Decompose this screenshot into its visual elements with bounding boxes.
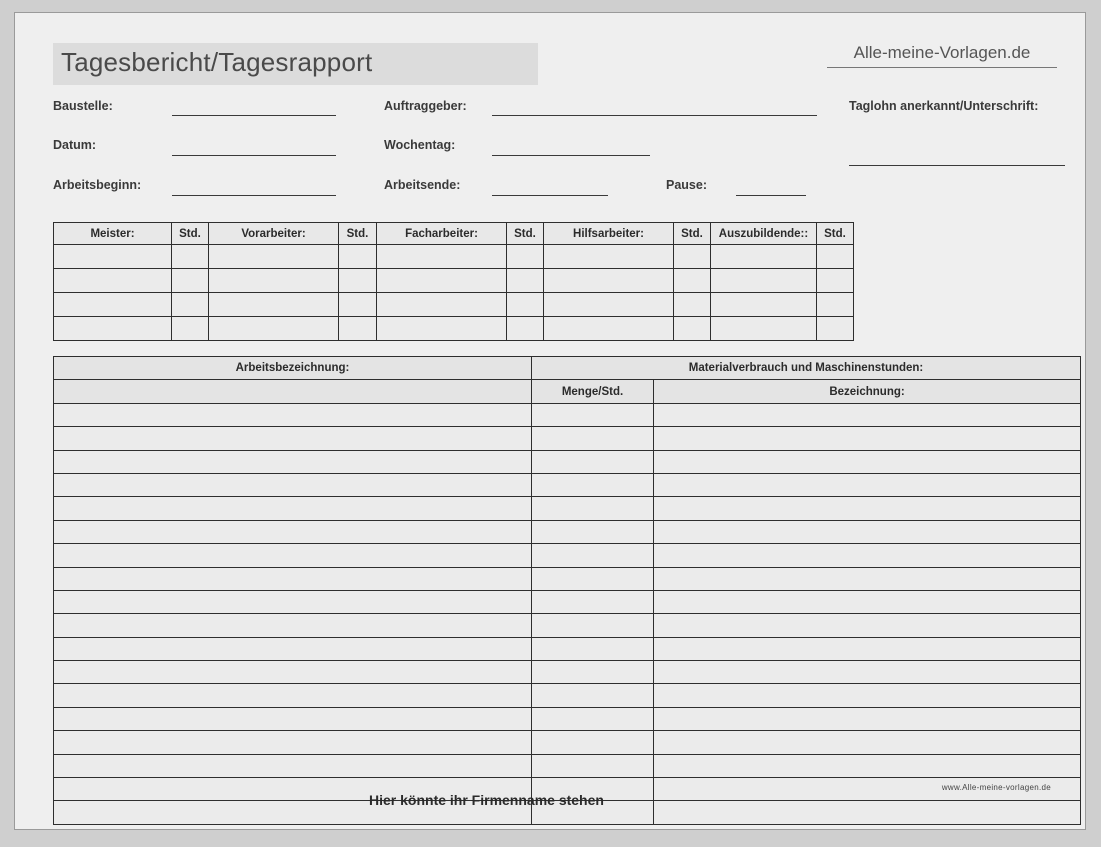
main-cell[interactable]	[54, 684, 532, 707]
crew-cell[interactable]	[711, 245, 817, 269]
crew-cell[interactable]	[674, 293, 711, 317]
crew-cell[interactable]	[377, 317, 507, 341]
crew-col-meister: Meister:	[54, 223, 172, 245]
main-cell[interactable]	[54, 614, 532, 637]
document-page	[14, 12, 1086, 830]
main-cell[interactable]	[654, 427, 1081, 450]
main-cell[interactable]	[654, 567, 1081, 590]
main-cell[interactable]	[54, 661, 532, 684]
crew-cell[interactable]	[54, 269, 172, 293]
crew-col-meister-std: Std.	[172, 223, 209, 245]
main-cell[interactable]	[54, 450, 532, 473]
main-cell[interactable]	[532, 450, 654, 473]
table-row	[54, 707, 1081, 730]
main-cell[interactable]	[654, 707, 1081, 730]
main-cell[interactable]	[654, 614, 1081, 637]
input-auftraggeber[interactable]	[492, 115, 817, 116]
crew-cell[interactable]	[507, 269, 544, 293]
main-table-body	[54, 403, 1081, 824]
crew-col-hilfsarbeiter-std: Std.	[674, 223, 711, 245]
crew-cell[interactable]	[172, 269, 209, 293]
main-table	[53, 356, 1081, 825]
input-wochentag[interactable]	[492, 155, 650, 156]
main-cell[interactable]	[532, 590, 654, 613]
table-row	[54, 427, 1081, 450]
table-row	[54, 450, 1081, 473]
crew-cell[interactable]	[674, 317, 711, 341]
table-row	[54, 567, 1081, 590]
table-row	[54, 520, 1081, 543]
table-row	[54, 637, 1081, 660]
input-baustelle[interactable]	[172, 115, 336, 116]
main-cell[interactable]	[54, 403, 532, 426]
crew-col-facharbeiter: Facharbeiter:	[377, 223, 507, 245]
main-cell[interactable]	[654, 403, 1081, 426]
crew-col-vorarbeiter: Vorarbeiter:	[209, 223, 339, 245]
crew-cell[interactable]	[209, 245, 339, 269]
main-cell[interactable]	[654, 473, 1081, 496]
main-cell[interactable]	[54, 520, 532, 543]
main-cell[interactable]	[532, 637, 654, 660]
crew-cell[interactable]	[339, 245, 377, 269]
label-arbeitsende: Arbeitsende:	[384, 178, 461, 192]
table-row	[54, 590, 1081, 613]
input-pause[interactable]	[736, 195, 806, 196]
main-cell[interactable]	[54, 707, 532, 730]
crew-cell[interactable]	[817, 245, 854, 269]
main-cell[interactable]	[54, 544, 532, 567]
crew-cell[interactable]	[674, 269, 711, 293]
main-cell[interactable]	[54, 497, 532, 520]
crew-cell[interactable]	[54, 245, 172, 269]
footer-company-placeholder: Hier könnte ihr Firmenname stehen	[369, 792, 604, 808]
crew-cell[interactable]	[817, 317, 854, 341]
crew-cell[interactable]	[54, 317, 172, 341]
main-cell[interactable]	[654, 450, 1081, 473]
table-row	[54, 497, 1081, 520]
main-cell[interactable]	[654, 590, 1081, 613]
main-cell[interactable]	[532, 473, 654, 496]
crew-table-body	[54, 245, 854, 341]
crew-cell[interactable]	[544, 317, 674, 341]
page-content	[39, 25, 1067, 821]
crew-cell[interactable]	[339, 317, 377, 341]
main-cell[interactable]	[54, 590, 532, 613]
label-wochentag: Wochentag:	[384, 138, 456, 152]
table-row	[54, 317, 854, 341]
main-table-sub-header-row	[54, 380, 1081, 403]
table-row	[54, 754, 1081, 777]
crew-cell[interactable]	[339, 269, 377, 293]
label-taglohn-unterschrift: Taglohn anerkannt/Unterschrift:	[849, 99, 1039, 113]
crew-cell[interactable]	[172, 245, 209, 269]
crew-col-facharbeiter-std: Std.	[507, 223, 544, 245]
main-cell[interactable]	[54, 637, 532, 660]
main-cell[interactable]	[532, 497, 654, 520]
main-cell[interactable]	[654, 661, 1081, 684]
crew-cell[interactable]	[544, 245, 674, 269]
crew-cell[interactable]	[339, 293, 377, 317]
table-row	[54, 245, 854, 269]
input-arbeitsende[interactable]	[492, 195, 608, 196]
main-col-material-maschinen: Materialverbrauch und Maschinenstunden:	[532, 357, 1081, 380]
crew-cell[interactable]	[377, 293, 507, 317]
main-cell[interactable]	[532, 567, 654, 590]
crew-cell[interactable]	[507, 245, 544, 269]
main-cell[interactable]	[54, 567, 532, 590]
table-row	[54, 473, 1081, 496]
input-datum[interactable]	[172, 155, 336, 156]
main-cell[interactable]	[54, 754, 532, 777]
table-row	[54, 544, 1081, 567]
main-cell[interactable]	[54, 427, 532, 450]
main-cell[interactable]	[532, 403, 654, 426]
label-baustelle: Baustelle:	[53, 99, 113, 113]
main-col-arbeitsbezeichnung: Arbeitsbezeichnung:	[54, 357, 532, 380]
main-cell[interactable]	[54, 731, 532, 754]
crew-cell[interactable]	[172, 317, 209, 341]
main-table-group-header-row	[54, 357, 1081, 380]
label-auftraggeber: Auftraggeber:	[384, 99, 467, 113]
label-datum: Datum:	[53, 138, 97, 152]
main-cell[interactable]	[532, 731, 654, 754]
brand-label: Alle-meine-Vorlagen.de	[827, 43, 1057, 68]
main-cell[interactable]	[532, 614, 654, 637]
page-title: Tagesbericht/Tagesrapport	[61, 47, 373, 77]
main-cell[interactable]	[532, 427, 654, 450]
table-row	[54, 614, 1081, 637]
crew-cell[interactable]	[711, 269, 817, 293]
crew-col-auszubildende: Auszubildende::	[711, 223, 817, 245]
crew-table	[53, 222, 854, 341]
crew-cell[interactable]	[209, 317, 339, 341]
table-row	[54, 731, 1081, 754]
main-subcol-bezeichnung: Bezeichnung:	[654, 380, 1081, 403]
main-cell[interactable]	[654, 801, 1081, 824]
crew-cell[interactable]	[674, 245, 711, 269]
crew-cell[interactable]	[54, 293, 172, 317]
main-cell[interactable]	[654, 497, 1081, 520]
crew-cell[interactable]	[377, 269, 507, 293]
footer-url: www.Alle-meine-vorlagen.de	[941, 783, 1051, 792]
table-row	[54, 661, 1081, 684]
main-cell[interactable]	[654, 684, 1081, 707]
crew-cell[interactable]	[544, 269, 674, 293]
crew-cell[interactable]	[172, 293, 209, 317]
crew-cell[interactable]	[209, 293, 339, 317]
main-cell[interactable]	[654, 637, 1081, 660]
crew-col-auszubildende-std: Std.	[817, 223, 854, 245]
main-cell[interactable]	[654, 754, 1081, 777]
table-row	[54, 269, 854, 293]
crew-col-hilfsarbeiter: Hilfsarbeiter:	[544, 223, 674, 245]
main-cell[interactable]	[654, 731, 1081, 754]
crew-cell[interactable]	[209, 269, 339, 293]
input-unterschrift[interactable]	[849, 165, 1065, 166]
label-pause: Pause:	[666, 178, 707, 192]
crew-cell[interactable]	[711, 317, 817, 341]
main-cell[interactable]	[532, 661, 654, 684]
crew-col-vorarbeiter-std: Std.	[339, 223, 377, 245]
main-cell[interactable]	[532, 544, 654, 567]
main-cell[interactable]	[532, 684, 654, 707]
main-subcol-menge-std: Menge/Std.	[532, 380, 654, 403]
main-cell[interactable]	[654, 520, 1081, 543]
main-cell[interactable]	[54, 473, 532, 496]
main-cell[interactable]	[532, 707, 654, 730]
crew-cell[interactable]	[507, 317, 544, 341]
table-row	[54, 684, 1081, 707]
crew-table-header-row	[54, 223, 854, 245]
main-cell[interactable]	[532, 754, 654, 777]
crew-cell[interactable]	[507, 293, 544, 317]
input-arbeitsbeginn[interactable]	[172, 195, 336, 196]
table-row	[54, 293, 854, 317]
main-cell[interactable]	[654, 544, 1081, 567]
crew-cell[interactable]	[817, 269, 854, 293]
label-arbeitsbeginn: Arbeitsbeginn:	[53, 178, 142, 192]
crew-cell[interactable]	[711, 293, 817, 317]
crew-cell[interactable]	[544, 293, 674, 317]
crew-cell[interactable]	[817, 293, 854, 317]
crew-cell[interactable]	[377, 245, 507, 269]
table-row	[54, 403, 1081, 426]
main-cell[interactable]	[532, 520, 654, 543]
main-subcol-empty	[54, 380, 532, 403]
